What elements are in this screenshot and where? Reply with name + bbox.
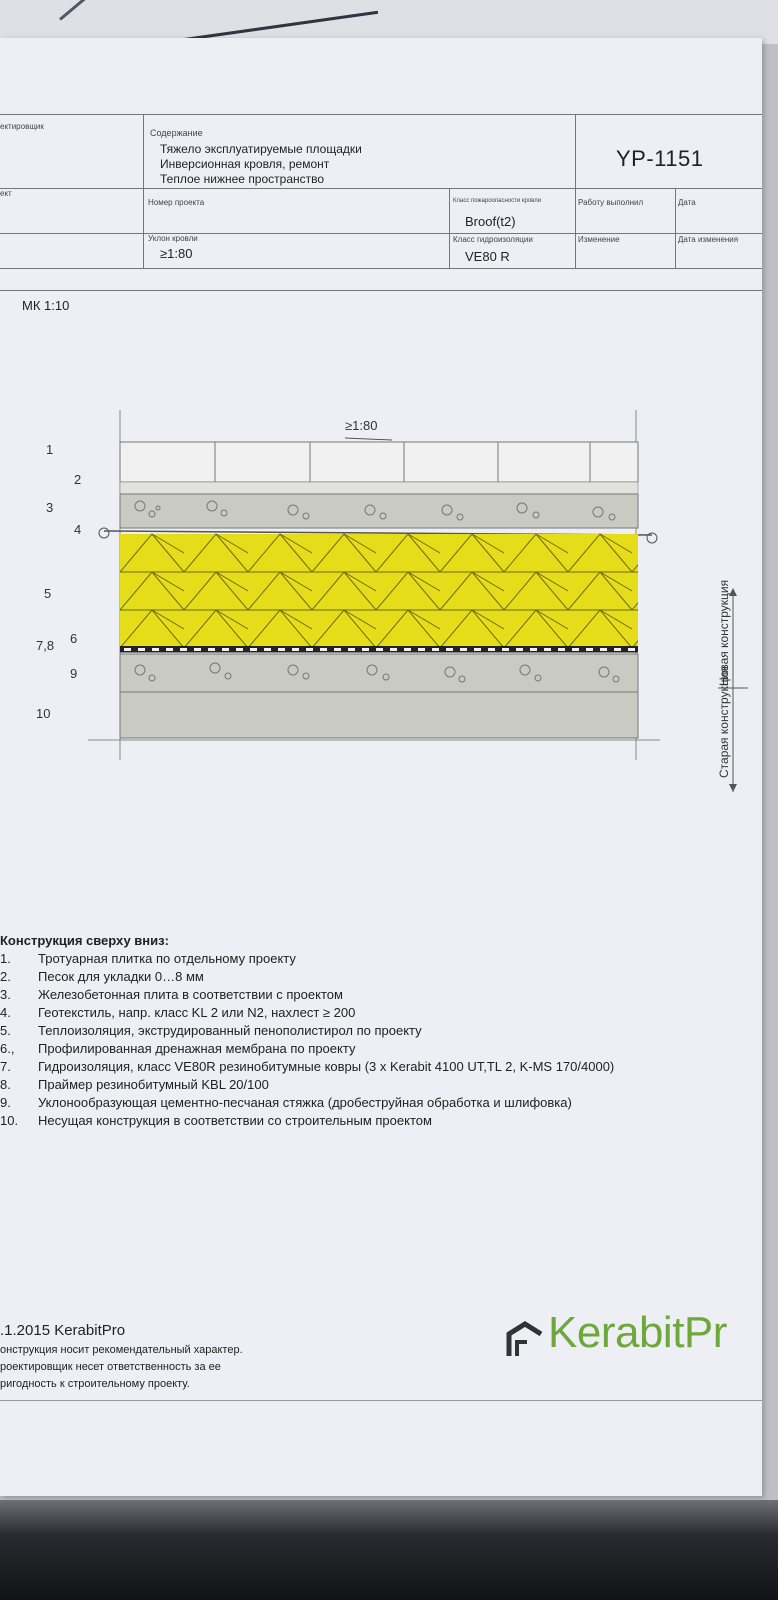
footer-note-line: роектировщик несет ответственность за ее [0,1361,221,1373]
membrane-stud [614,648,621,651]
fire-class-label: Класс пожароопасности кровли [453,198,542,204]
layer-label: 2 [74,472,82,487]
footer-note-line: ригодность к строительному проекту. [0,1378,190,1390]
list-item: 1. Тротуарная плитка по отдельному проекту [0,951,296,966]
list-item: 2. Песок для укладки 0…8 мм [0,969,204,984]
layer-label: 4 [74,522,82,537]
membrane-stud [222,648,229,651]
project-number-label: Номер проекта [148,198,205,207]
list-item: 6., Профилированная дренажная мембрана по проекту [0,1041,356,1056]
contents-label: Содержание [150,128,203,138]
membrane-stud [166,648,173,651]
layer-label: 7,8 [36,638,55,653]
change-label: Изменение [578,235,620,244]
membrane-stud [572,648,579,651]
footer-note-line: онструкция носит рекомендательный характер. [0,1344,243,1356]
footer-date-brand: .1.2015 KerabitPro [0,1322,126,1339]
membrane-stud [628,648,635,651]
membrane-stud [320,648,327,651]
layer-label: 6 [70,631,78,646]
membrane-stud [138,648,145,651]
membrane-stud [362,648,369,651]
list-item: 4. Геотекстиль, напр. класс KL 2 или N2, нахлест ≥ 200 [0,1005,356,1020]
membrane-stud [530,648,537,651]
membrane-stud [236,648,243,651]
membrane-stud [432,648,439,651]
layer-label: 1 [46,442,54,457]
membrane-stud [488,648,495,651]
membrane-studs [124,648,635,651]
background-desk [0,1500,778,1600]
membrane-stud [404,648,411,651]
waterproofing-class-value: VE80 R [465,249,510,264]
performed-by-label: Работу выполнил [578,198,644,207]
list-item: 10. Несущая конструкция в соответствии со строительным проектом [0,1113,432,1128]
membrane-stud [250,648,257,651]
membrane-stud [558,648,565,651]
list-item: 3. Железобетонная плита в соответствии с проектом [0,987,343,1002]
drawing-code: YP-1151 [616,146,704,171]
slope-label: Уклон кровли [148,234,198,243]
membrane-stud [334,648,341,651]
roof-section-drawing [0,400,778,800]
layer-label: 9 [70,666,78,681]
sand-layer [120,482,638,494]
construction-list [0,933,760,1131]
membrane-stud [418,648,425,651]
side-label-old: Старая конструкция [717,666,731,778]
membrane-stud [124,648,131,651]
membrane-stud [376,648,383,651]
contents-line: Теплое нижнее пространство [160,172,325,186]
membrane-stud [194,648,201,651]
membrane-stud [502,648,509,651]
paving-tiles [120,442,638,482]
membrane-stud [348,648,355,651]
contents-line: Инверсионная кровля, ремонт [160,157,330,171]
layer-label: 3 [46,500,54,515]
membrane-stud [208,648,215,651]
membrane-stud [152,648,159,651]
membrane-stud [460,648,467,651]
scale-label: МК 1:10 [22,298,70,313]
membrane-stud [516,648,523,651]
membrane-stud [600,648,607,651]
bearing-structure [120,692,638,738]
date-label: Дата [678,198,696,207]
construction-title: Конструкция сверху вниз: [0,933,169,948]
side-label-new: Новая конструкция [717,579,731,686]
fire-class-value: Broof(t2) [465,214,516,229]
layer-label: 5 [44,586,52,601]
list-item: 7. Гидроизоляция, класс VE80R резинобитумные ковры (3 x Kerabit 4100 UT,TL 2, K-MS 170/4000) [0,1059,615,1074]
membrane-stud [474,648,481,651]
concrete-slab [120,494,638,528]
membrane-stud [264,648,271,651]
membrane-stud [278,648,285,651]
list-item: 8. Праймер резинобитумный KBL 20/100 [0,1077,269,1092]
slope-mark: ≥1:80 [345,418,378,433]
membrane-stud [306,648,313,651]
membrane-stud [544,648,551,651]
membrane-stud [390,648,397,651]
membrane-stud [292,648,299,651]
change-date-label: Дата изменения [678,235,739,244]
waterproofing-class-label: Класс гидроизоляции [453,235,533,244]
membrane-stud [180,648,187,651]
list-item: 9. Уклонообразующая цементно-песчаная стяжка (дробеструйная обработка и шлифовка) [0,1095,572,1110]
list-item: 5. Теплоизоляция, экструдированный пенополистирол по проекту [0,1023,422,1038]
membrane-stud [586,648,593,651]
object-label: ект [0,189,12,198]
slope-value: ≥1:80 [160,246,193,261]
membrane-stud [446,648,453,651]
layer-label: 10 [36,706,51,721]
pen-stroke [59,0,92,21]
designer-label: ектировщик [0,122,44,131]
kerabit-logo-icon [505,1320,545,1360]
screed-layer [120,654,638,692]
contents-line: Тяжело эксплуатируемые площадки [160,142,362,156]
kerabit-logo-text: KerabitPr [548,1308,727,1357]
insulation [120,534,696,648]
